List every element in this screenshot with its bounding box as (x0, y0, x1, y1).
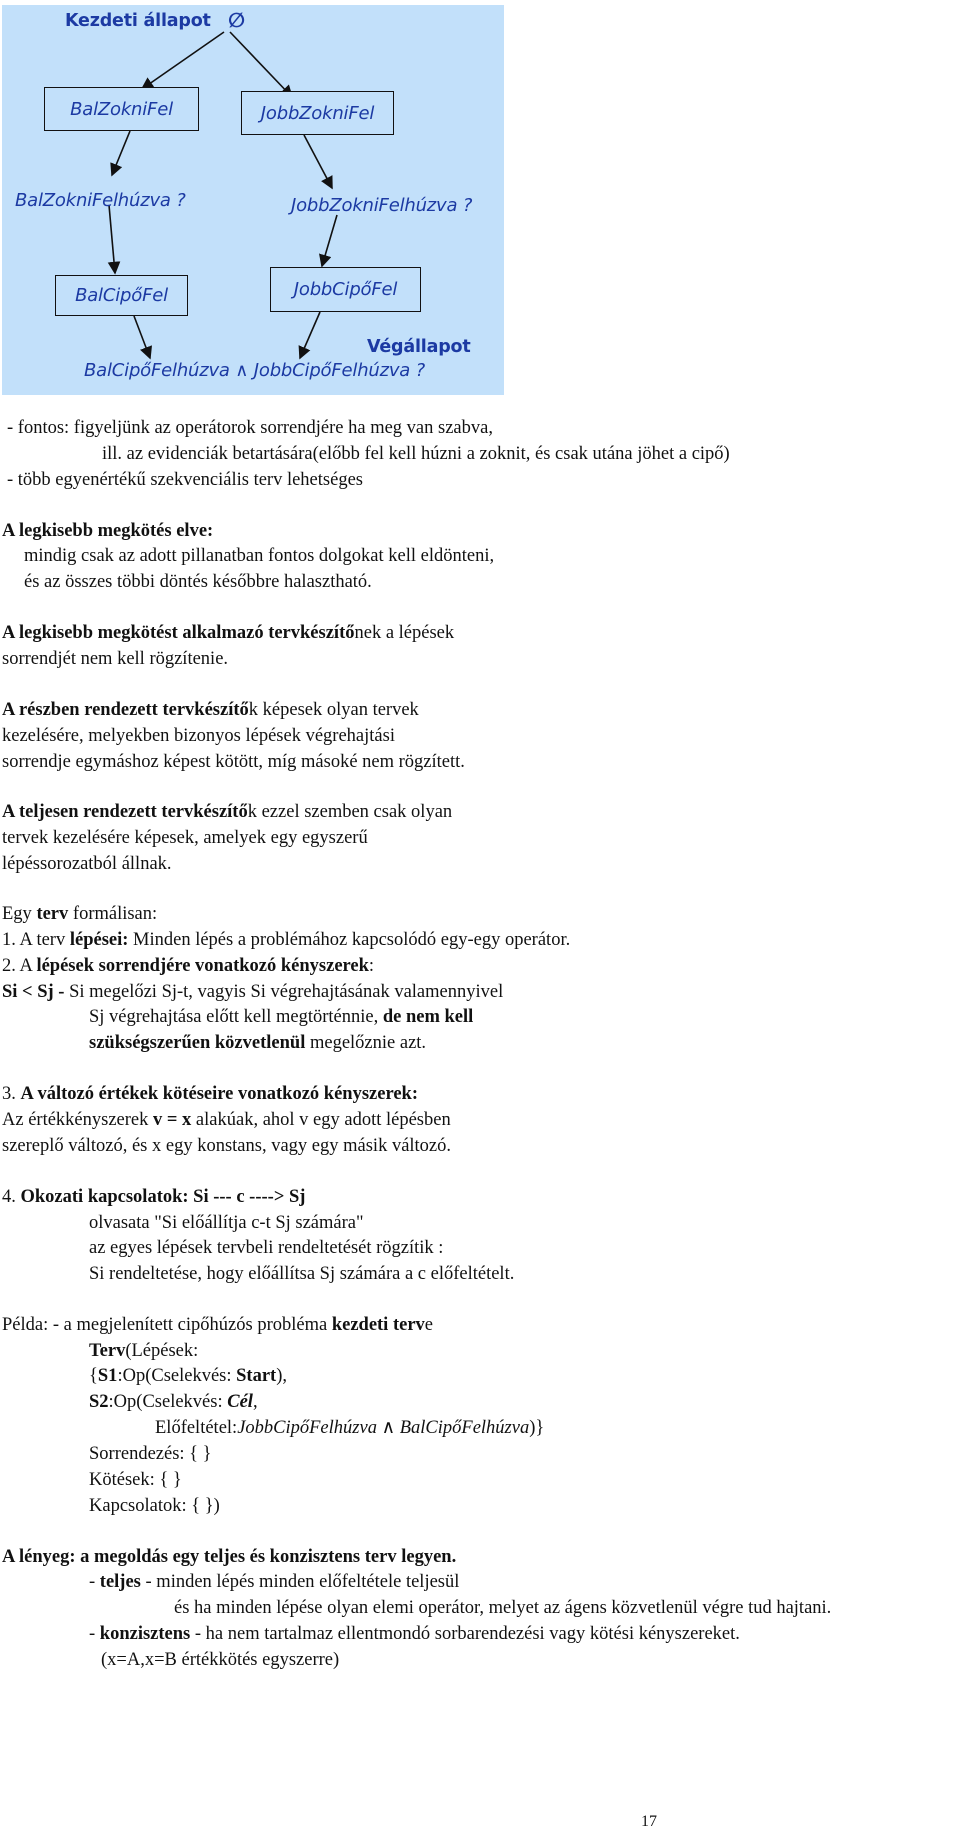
line-29: Terv(Lépések: (89, 1341, 199, 1361)
line-26: az egyes lépések tervbeli rendeltetését rögzítik : (89, 1238, 444, 1258)
arrow-right-bottom-end (300, 312, 320, 358)
cond-jobb-zokni: JobbZokniFelhúzva ? (291, 195, 473, 216)
line-23: szereplő változó, és x egy konstans, vagy egy másik változó. (2, 1136, 452, 1156)
start-label: Kezdeti állapot (65, 11, 211, 31)
end-condition: BalCipőFelhúzva ∧ JobbCipőFelhúzva ? (84, 360, 426, 381)
line-6: és az összes többi döntés későbbre halasztható. (24, 572, 372, 592)
line-15: Egy terv formálisan: (2, 904, 158, 924)
line-22: Az értékkényszerek v = x alakúak, ahol v egy adott lépésben (2, 1110, 451, 1130)
line-1: - fontos: figyeljünk az operátorok sorrendjére ha meg van szabva, (7, 418, 493, 438)
line-24: 4. Okozati kapcsolatok: Si --- c ----> Sj (2, 1187, 306, 1207)
line-38: és ha minden lépése olyan elemi operátor, melyet az ágens közvetlenül végre tud hajtani. (174, 1598, 832, 1618)
line-12: A teljesen rendezett tervkészítők ezzel szemben csak olyan (2, 802, 453, 822)
line-5: mindig csak az adott pillanatban fontos dolgokat kell eldönteni, (24, 546, 495, 566)
line-8: sorrendjét nem kell rögzítenie. (2, 649, 229, 669)
line-25: olvasata "Si előállítja c-t Sj számára" (89, 1213, 364, 1233)
arrow-left-top-cond (112, 131, 130, 175)
line-20: szükségszerűen közvetlenül megelőznie azt. (89, 1033, 427, 1053)
line-18: Si < Sj - Si megelőzi Sj-t, vagyis Si végrehajtásának valamennyivel (2, 982, 504, 1002)
node-bal-cipo-fel: BalCipőFel (55, 275, 188, 316)
line-27: Si rendeltetése, hogy előállítsa Sj számára a c előfeltételt. (89, 1264, 515, 1284)
node-jobb-cipo-fel: JobbCipőFel (270, 267, 421, 312)
node-bal-zokni-fel: BalZokniFel (44, 87, 199, 131)
line-21: 3. A változó értékek kötéseire vonatkozó kényszerek: (2, 1084, 419, 1104)
line-2: ill. az evidenciák betartására(előbb fel kell húzni a zoknit, és csak utána jöhet a cipő) (102, 444, 730, 464)
line-34: Kötések: { } (89, 1470, 182, 1490)
empty-set-symbol: ∅ (228, 8, 245, 32)
arrow-start-right (230, 32, 292, 97)
line-13: tervek kezelésére képesek, amelyek egy egyszerű (2, 828, 368, 848)
arrow-left-bottom-end (134, 316, 150, 358)
line-30: {S1:Op(Cselekvés: Start), (89, 1366, 287, 1386)
line-31: S2:Op(Cselekvés: Cél, (89, 1392, 258, 1412)
line-40: (x=A,x=B értékkötés egyszerre) (101, 1650, 340, 1670)
line-37: - teljes - minden lépés minden előfeltétele teljesül (89, 1572, 460, 1592)
line-10: kezelésére, melyekben bizonyos lépések végrehajtási (2, 726, 395, 746)
line-36: A lényeg: a megoldás egy teljes és konzisztens terv legyen. (2, 1547, 457, 1567)
line-14: lépéssorozatból állnak. (2, 854, 172, 874)
node-jobb-zokni-fel: JobbZokniFel (241, 91, 394, 135)
arrow-right-top-cond (304, 135, 332, 188)
arrow-start-left (142, 32, 224, 89)
line-35: Kapcsolatok: { }) (89, 1496, 220, 1516)
line-3: - több egyenértékű szekvenciális terv lehetséges (7, 470, 363, 490)
cond-bal-zokni: BalZokniFelhúzva ? (15, 190, 186, 211)
line-32: Előfeltétel:JobbCipőFelhúzva ∧ BalCipőFelhúzva)} (155, 1418, 545, 1438)
arrow-right-cond-bottom (322, 215, 337, 266)
line-4: A legkisebb megkötés elve: (2, 521, 214, 541)
line-7: A legkisebb megkötést alkalmazó tervkészítőnek a lépések (2, 623, 455, 643)
line-39: - konzisztens - ha nem tartalmaz ellentmondó sorbarendezési vagy kötési kényszereket. (89, 1624, 740, 1644)
line-19: Sj végrehajtása előtt kell megtörténnie, de nem kell (89, 1007, 474, 1027)
line-11: sorrendje egymáshoz képest kötött, míg másoké nem rögzített. (2, 752, 465, 772)
page-number: 17 (641, 1813, 657, 1830)
plan-diagram (2, 5, 504, 395)
arrow-left-cond-bottom (109, 205, 115, 273)
end-label: Végállapot (367, 337, 471, 357)
line-33: Sorrendezés: { } (89, 1444, 212, 1464)
line-16: 1. A terv lépései: Minden lépés a problémához kapcsolódó egy-egy operátor. (2, 930, 571, 950)
line-28: Példa: - a megjelenített cipőhúzós probléma kezdeti terve (2, 1315, 434, 1335)
line-9: A részben rendezett tervkészítők képesek olyan tervek (2, 700, 419, 720)
line-17: 2. A lépések sorrendjére vonatkozó kényszerek: (2, 956, 375, 976)
